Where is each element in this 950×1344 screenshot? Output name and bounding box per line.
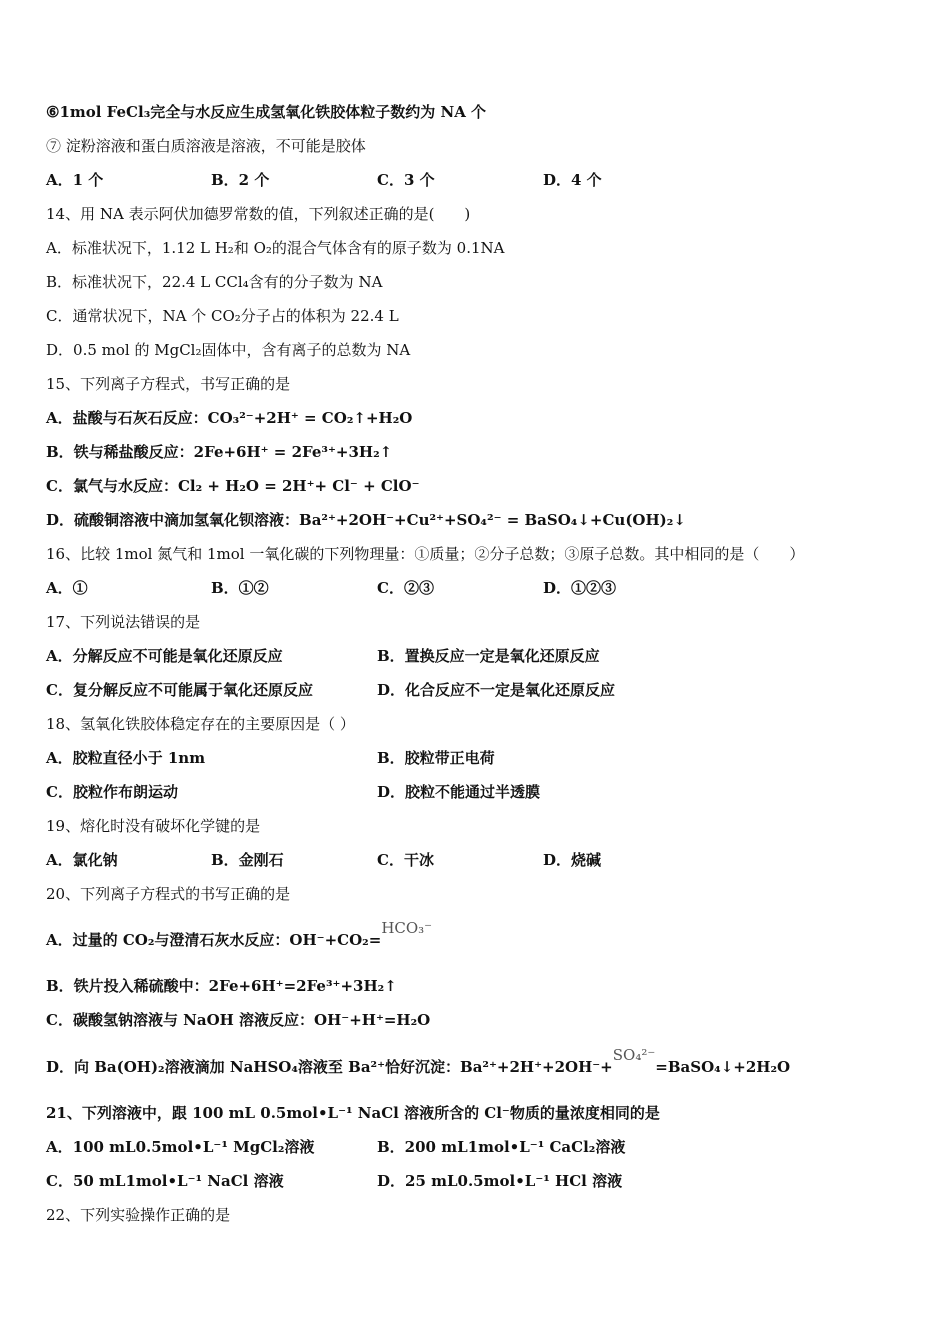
q18-stem: 18、氢氧化铁胶体稳定存在的主要原因是（ ） <box>46 715 355 733</box>
q19-option-a: A．氯化钠 <box>46 851 118 869</box>
q19-option-b: B．金刚石 <box>211 851 284 869</box>
q14-option-a: A．标准状况下，1.12 L H₂和 O₂的混合气体含有的原子数为 0.1NA <box>46 239 505 257</box>
q21-option-c: C．50 mL1mol•L⁻¹ NaCl 溶液 <box>46 1172 284 1190</box>
q15-stem: 15、下列离子方程式，书写正确的是 <box>46 375 291 393</box>
q15-option-c: C．氯气与水反应：Cl₂ + H₂O = 2H⁺+ Cl⁻ + ClO⁻ <box>46 477 420 495</box>
q14-option-d: D．0.5 mol 的 MgCl₂固体中，含有离子的总数为 NA <box>46 341 411 359</box>
q13-option-a: A．1 个 <box>46 171 104 189</box>
q17-stem: 17、下列说法错误的是 <box>46 613 201 631</box>
q21-option-a: A．100 mL0.5mol•L⁻¹ MgCl₂溶液 <box>46 1138 315 1156</box>
q20-option-d-post: =BaSO₄↓+2H₂O <box>655 1058 791 1076</box>
q18-option-a: A．胶粒直径小于 1nm <box>46 749 206 767</box>
q16-option-d: D．①②③ <box>543 579 617 597</box>
q19-option-d: D．烧碱 <box>543 851 602 869</box>
q13-option-b: B．2 个 <box>211 171 270 189</box>
q18-option-c: C．胶粒作布朗运动 <box>46 783 178 801</box>
q13-item6: ⑥1mol FeCl₃完全与水反应生成氢氧化铁胶体粒子数约为 NA 个 <box>46 103 487 121</box>
q20-option-a-text: A．过量的 CO₂与澄清石灰水反应：OH⁻+CO₂= <box>46 931 382 949</box>
q20-stem: 20、下列离子方程式的书写正确的是 <box>46 885 291 903</box>
q14-stem: 14、用 NA 表示阿伏加德罗常数的值，下列叙述正确的是( ) <box>46 205 471 223</box>
q16-stem: 16、比较 1mol 氮气和 1mol 一氧化碳的下列物理量：①质量；②分子总数；③原子总数。其中相同的是（ ） <box>46 545 805 563</box>
q21-option-d: D．25 mL0.5mol•L⁻¹ HCl 溶液 <box>377 1172 623 1190</box>
q17-option-b: B．置换反应一定是氧化还原反应 <box>377 647 600 665</box>
q20-option-a <box>46 919 433 950</box>
q16-option-c: C．②③ <box>377 579 434 597</box>
q20-option-c: C．碳酸氢钠溶液与 NaOH 溶液反应：OH⁻+H⁺=H₂O <box>46 1011 431 1029</box>
q16-option-b: B．①② <box>211 579 269 597</box>
q20-option-b: B．铁片投入稀硫酸中：2Fe+6H⁺=2Fe³⁺+3H₂↑ <box>46 977 397 995</box>
q13-option-d: D．4 个 <box>543 171 602 189</box>
q13-item7: ⑦ 淀粉溶液和蛋白质溶液是溶液，不可能是胶体 <box>46 137 366 155</box>
q15-option-a: A．盐酸与石灰石反应：CO₃²⁻+2H⁺ = CO₂↑+H₂O <box>46 409 413 427</box>
q19-stem: 19、熔化时没有破坏化学键的是 <box>46 817 261 835</box>
q14-option-c: C．通常状况下，NA 个 CO₂分子占的体积为 22.4 L <box>46 307 399 325</box>
q15-option-b: B．铁与稀盐酸反应：2Fe+6H⁺ = 2Fe³⁺+3H₂↑ <box>46 443 393 461</box>
q15-option-d: D．硫酸铜溶液中滴加氢氧化钡溶液：Ba²⁺+2OH⁻+Cu²⁺+SO₄²⁻ = BaSO₄↓+Cu(OH)₂↓ <box>46 511 686 529</box>
q20-option-d <box>46 1046 791 1077</box>
q14-option-b: B．标准状况下，22.4 L CCl₄含有的分子数为 NA <box>46 273 383 291</box>
q17-option-c: C．复分解反应不可能属于氧化还原反应 <box>46 681 313 699</box>
q20-option-d-ion: SO₄²⁻ <box>612 1046 656 1064</box>
q17-option-a: A．分解反应不可能是氧化还原反应 <box>46 647 283 665</box>
q19-option-c: C．干冰 <box>377 851 434 869</box>
q16-option-a: A．① <box>46 579 88 597</box>
q21-stem: 21、下列溶液中，跟 100 mL 0.5mol•L⁻¹ NaCl 溶液所含的 Cl⁻物质的量浓度相同的是 <box>46 1104 660 1122</box>
q21-option-b: B．200 mL1mol•L⁻¹ CaCl₂溶液 <box>377 1138 626 1156</box>
q18-option-d: D．胶粒不能通过半透膜 <box>377 783 541 801</box>
q18-option-b: B．胶粒带正电荷 <box>377 749 495 767</box>
q17-option-d: D．化合反应不一定是氧化还原反应 <box>377 681 616 699</box>
q22-stem: 22、下列实验操作正确的是 <box>46 1206 231 1224</box>
q20-option-d-pre: D．向 Ba(OH)₂溶液滴加 NaHSO₄溶液至 Ba²⁺恰好沉淀：Ba²⁺+2H⁺+2OH⁻+ <box>46 1058 613 1076</box>
q20-option-a-ion: HCO₃⁻ <box>381 919 433 937</box>
q13-option-c: C．3 个 <box>377 171 435 189</box>
